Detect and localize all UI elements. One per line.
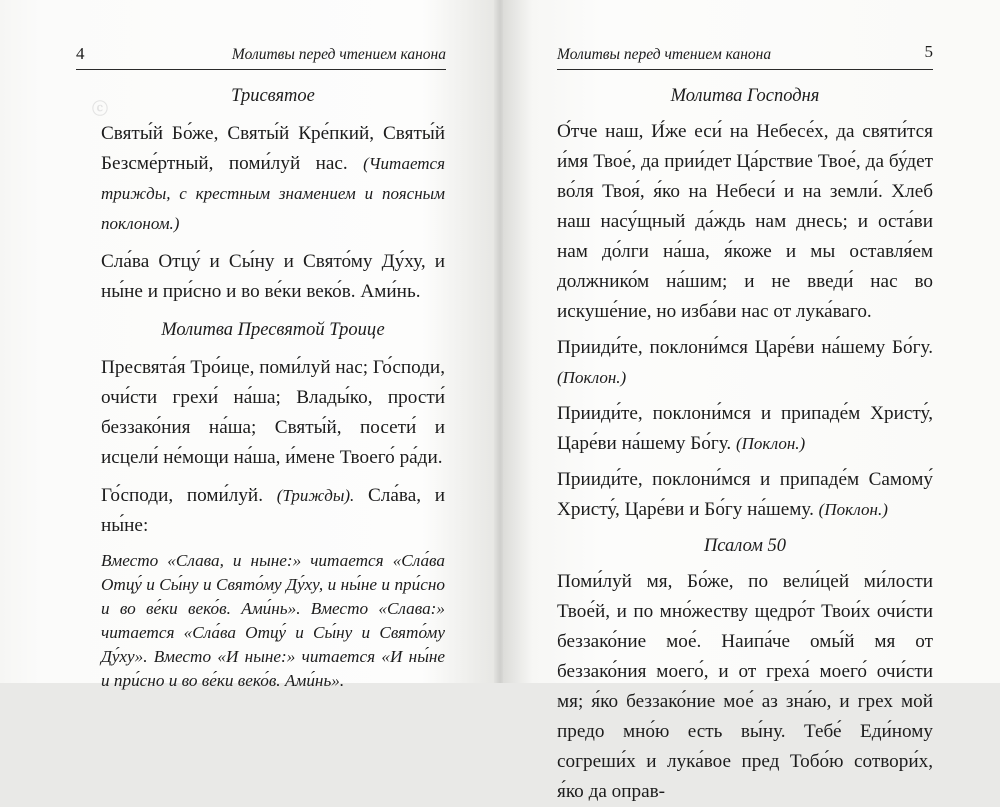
- trisagion-rubric: (Читается трижды, с крестным знамением и поясным поклоном.): [101, 154, 445, 233]
- header-rule: [76, 69, 446, 70]
- psalm-50-paragraph: Поми́луй мя, Бо́же, по вели́цей ми́лости Твое́й, и по мно́жеству щедро́т Твои́х очи́сти беззако́ние мое́. Наипа́че омы́й мя от беззако́ния моего́, и от греха́ моего́ очи́сти мя; я́ко беззако́ние мое́ аз зна́ю, и грех мой предо мно́ю есть вы́ну. Тебе́ Еди́ному согреши́х и лука́вое пред Тобо́ю сотвори́х, я́ко да оправ-: [557, 571, 933, 802]
- come-worship-2-text: Прииди́те, поклони́мся и припаде́м Христу́, Царе́ви на́шему Бо́гу.: [557, 403, 933, 454]
- come-worship-1-text: Прииди́те, поклони́мся Царе́ви на́шему Бо́гу.: [557, 337, 933, 358]
- trisagion-paragraph: [101, 119, 445, 239]
- trinity-paragraph: Пресвята́я Тро́ице, поми́луй нас; Го́споди, очи́сти грехи́ на́ша; Влады́ко, прости́ беззако́ния на́ша; Святы́й, посети́ и исцели́ не́мощи на́ша, и́мене Твоего́ ра́ди.: [101, 357, 445, 468]
- page-number: 4: [76, 44, 85, 63]
- running-title: Молитвы перед чтением канона: [557, 46, 772, 63]
- come-worship-3-rubric: (Поклон.): [818, 500, 888, 519]
- left-page: [0, 0, 497, 690]
- lords-prayer-paragraph: О́тче наш, И́же еси́ на Небесе́х, да святи́тся и́мя Твое́, да прии́дет Ца́рствие Твое́, да бу́дет во́ля Твоя́, я́ко на Небеси́ и на земли́. Хлеб наш насу́щный да́ждь нам днесь; и оста́ви нам до́лги на́ша, я́коже и мы оставля́ем должнико́м на́шим; и не введи́ нас во искуше́ние, но изба́ви нас от лука́ваго.: [557, 121, 933, 322]
- come-worship-3: [557, 465, 933, 525]
- lord-mercy-rubric: (Трижды).: [276, 486, 355, 505]
- section-title-lords-prayer: Молитва Господня: [670, 86, 820, 106]
- right-page: [503, 0, 1000, 802]
- lord-mercy-tail: Сла́ва, и ны́не:: [101, 485, 446, 536]
- section-title-trisagion: Трисвятое: [231, 86, 315, 106]
- come-worship-1: [557, 333, 933, 393]
- header-rule: [557, 69, 933, 70]
- rubric-note: Вместо «Слава, и ныне:» читается «Сла́ва Отцу́ и Сы́ну и Свято́му Ду́ху, и ны́не и при́сно и во ве́ки веко́в. Ами́нь». Вместо «Слава:» читается «Сла́ва Отцу́ и Сы́ну и Свято́му Ду́ху». Вместо «И ныне:» читается «И ны́не и при́сно и во ве́ки веко́в. Ами́нь».: [101, 551, 445, 690]
- glory-paragraph: Сла́ва Отцу́ и Сы́ну и Свято́му Ду́ху, и ны́не и при́сно и во ве́ки веко́в. Ами́нь.: [101, 251, 445, 302]
- trisagion-text: Святы́й Бо́же, Святы́й Кре́пкий, Святы́й Безсме́ртный, поми́луй нас.: [101, 123, 445, 174]
- running-title: Молитвы перед чтением канона: [231, 46, 446, 63]
- section-title-psalm-50: Псалом 50: [703, 536, 787, 556]
- come-worship-2: [557, 399, 933, 459]
- right-page-header: [557, 44, 933, 68]
- lord-mercy-text: Го́споди, поми́луй.: [101, 485, 263, 506]
- come-worship-1-rubric: (Поклон.): [557, 368, 627, 387]
- come-worship-2-rubric: (Поклон.): [735, 434, 806, 453]
- left-page-body: [101, 81, 445, 693]
- come-worship-3-text: Прииди́те, поклони́мся и припаде́м Самому́ Христу́, Царе́ви и Бо́гу на́шему.: [557, 469, 933, 520]
- page-number: 5: [924, 42, 933, 61]
- bleed-through-mark: ⓒ: [92, 101, 109, 118]
- section-title-trinity: Молитва Пресвятой Троице: [161, 320, 385, 340]
- lord-mercy-paragraph: [101, 481, 445, 541]
- left-page-header: [76, 44, 446, 68]
- right-page-body: [557, 81, 933, 807]
